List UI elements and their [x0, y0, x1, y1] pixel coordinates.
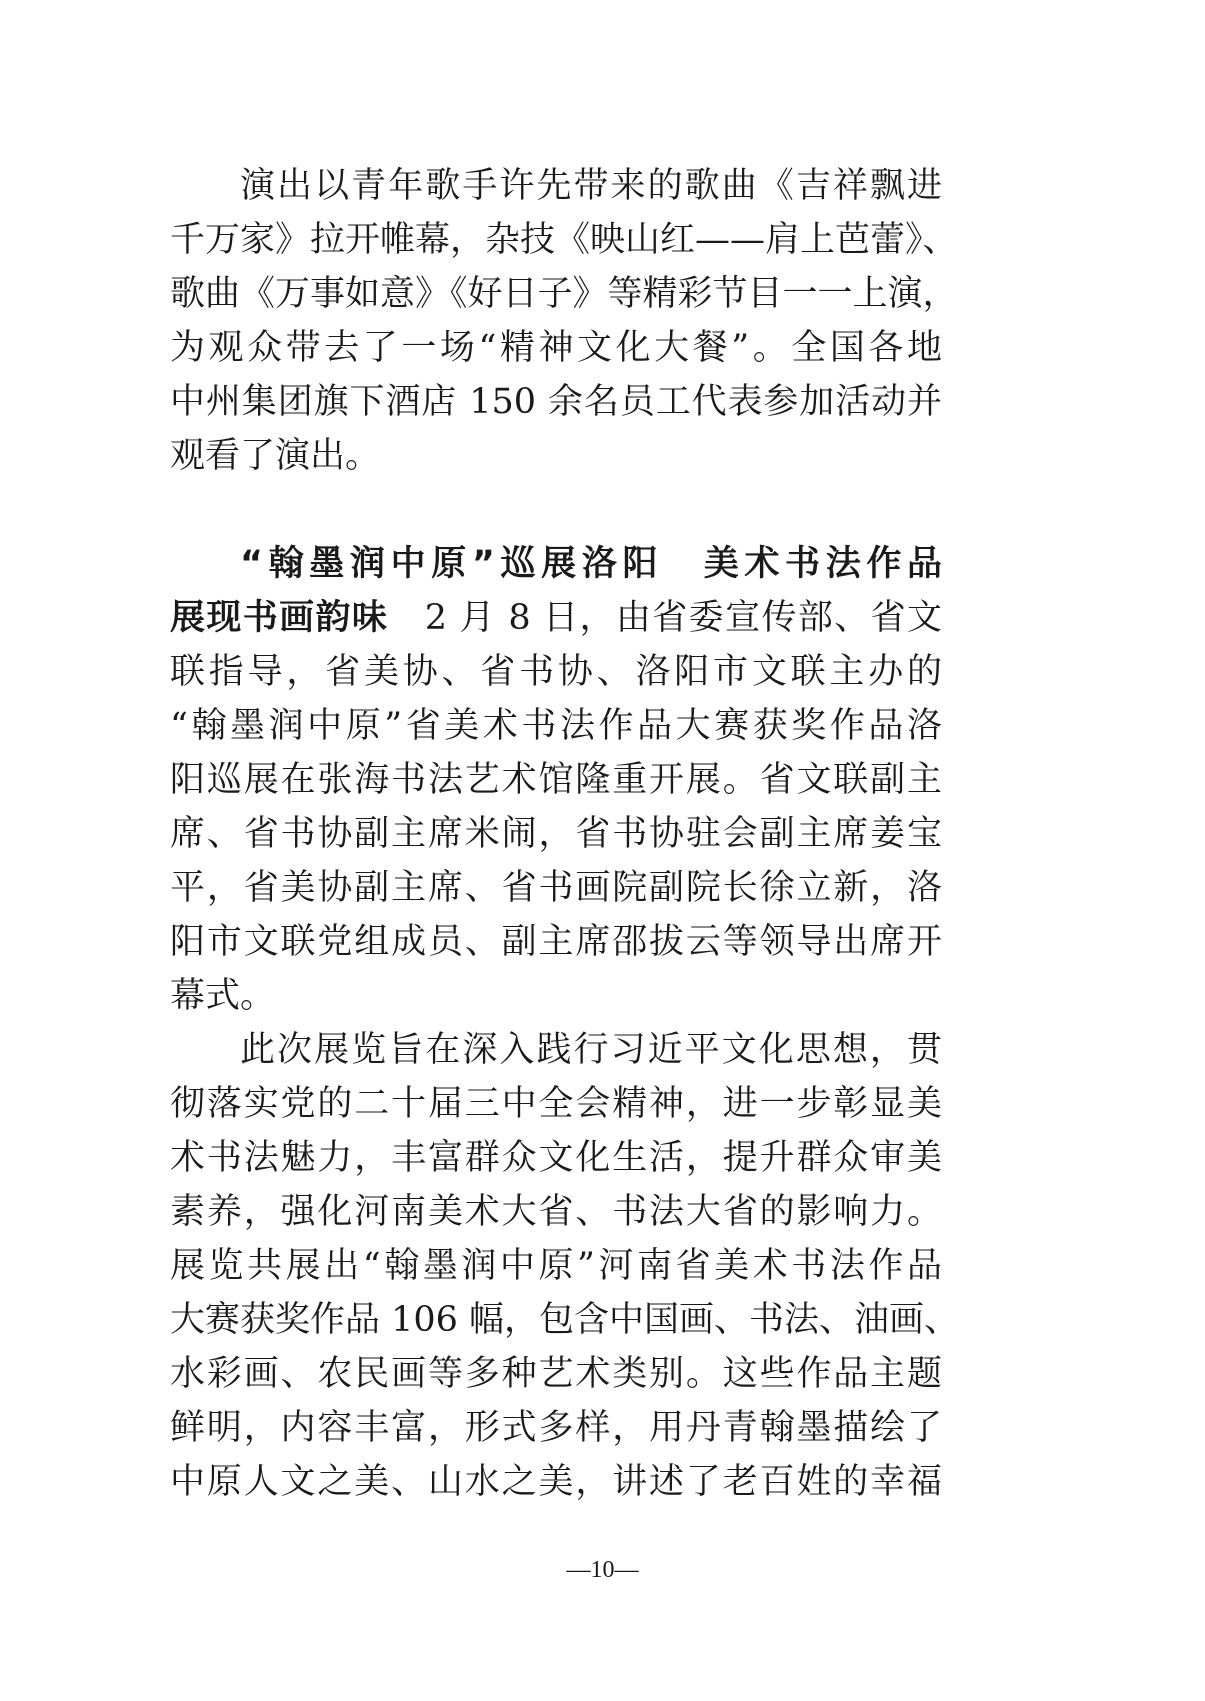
text-line: 为观众带去了一场“精神文化大餐”。全国各地: [170, 328, 942, 368]
text-line: 观看了演出。: [170, 436, 381, 476]
text-line: 歌曲《万事如意》《好日子》等精彩节目一一上演，: [170, 274, 958, 314]
text-line: 平，省美协副主席、省书画院副院长徐立新，洛: [170, 868, 942, 908]
text-line: 素养，强化河南美术大省、书法大省的影响力。: [170, 1192, 942, 1232]
text-line: 鲜明，内容丰富，形式多样，用丹青翰墨描绘了: [170, 1408, 942, 1448]
text-line: 大赛获奖作品 106 幅，包含中国画、书法、油画、: [170, 1300, 960, 1340]
text-line: 席、省书协副主席米闹，省书协驻会副主席姜宝: [170, 814, 942, 854]
text-line: 展览共展出“翰墨润中原”河南省美术书法作品: [170, 1246, 942, 1286]
text-line: 术书法魅力，丰富群众文化生活，提升群众审美: [170, 1138, 942, 1178]
text-line: 阳市文联党组成员、副主席邵拔云等领导出席开: [170, 922, 942, 962]
text-line: “翰墨润中原”省美术书法作品大赛获奖作品洛: [170, 706, 942, 746]
text-line: 彻落实党的二十届三中全会精神，进一步彰显美: [170, 1084, 942, 1124]
text-line: 中州集团旗下酒店 150 余名员工代表参加活动并: [170, 382, 942, 422]
text-inline: 2 月 8 日，由省委宣传部、省文: [388, 598, 942, 638]
text-line: 水彩画、农民画等多种艺术类别。这些作品主题: [170, 1354, 942, 1394]
section-heading: “翰墨润中原”巡展洛阳 美术书法作品: [240, 544, 942, 584]
text-line: 阳巡展在张海书法艺术馆隆重开展。省文联副主: [170, 760, 942, 800]
page-number: —10—: [566, 1557, 639, 1583]
text-line: 千万家》拉开帷幕，杂技《映山红——肩上芭蕾》、: [170, 220, 958, 260]
text-line: 中原人文之美、山水之美，讲述了老百姓的幸福: [170, 1462, 942, 1502]
text-line: 演出以青年歌手许先带来的歌曲《吉祥飘进: [240, 166, 942, 206]
text-line: 幕式。: [170, 976, 276, 1016]
section-heading-continued: 展现书画韵味: [170, 598, 389, 638]
text-line: [170, 592, 942, 644]
text-line: 此次展览旨在深入践行习近平文化思想，贯: [240, 1030, 942, 1070]
text-line: 联指导，省美协、省书协、洛阳市文联主办的: [170, 652, 942, 692]
